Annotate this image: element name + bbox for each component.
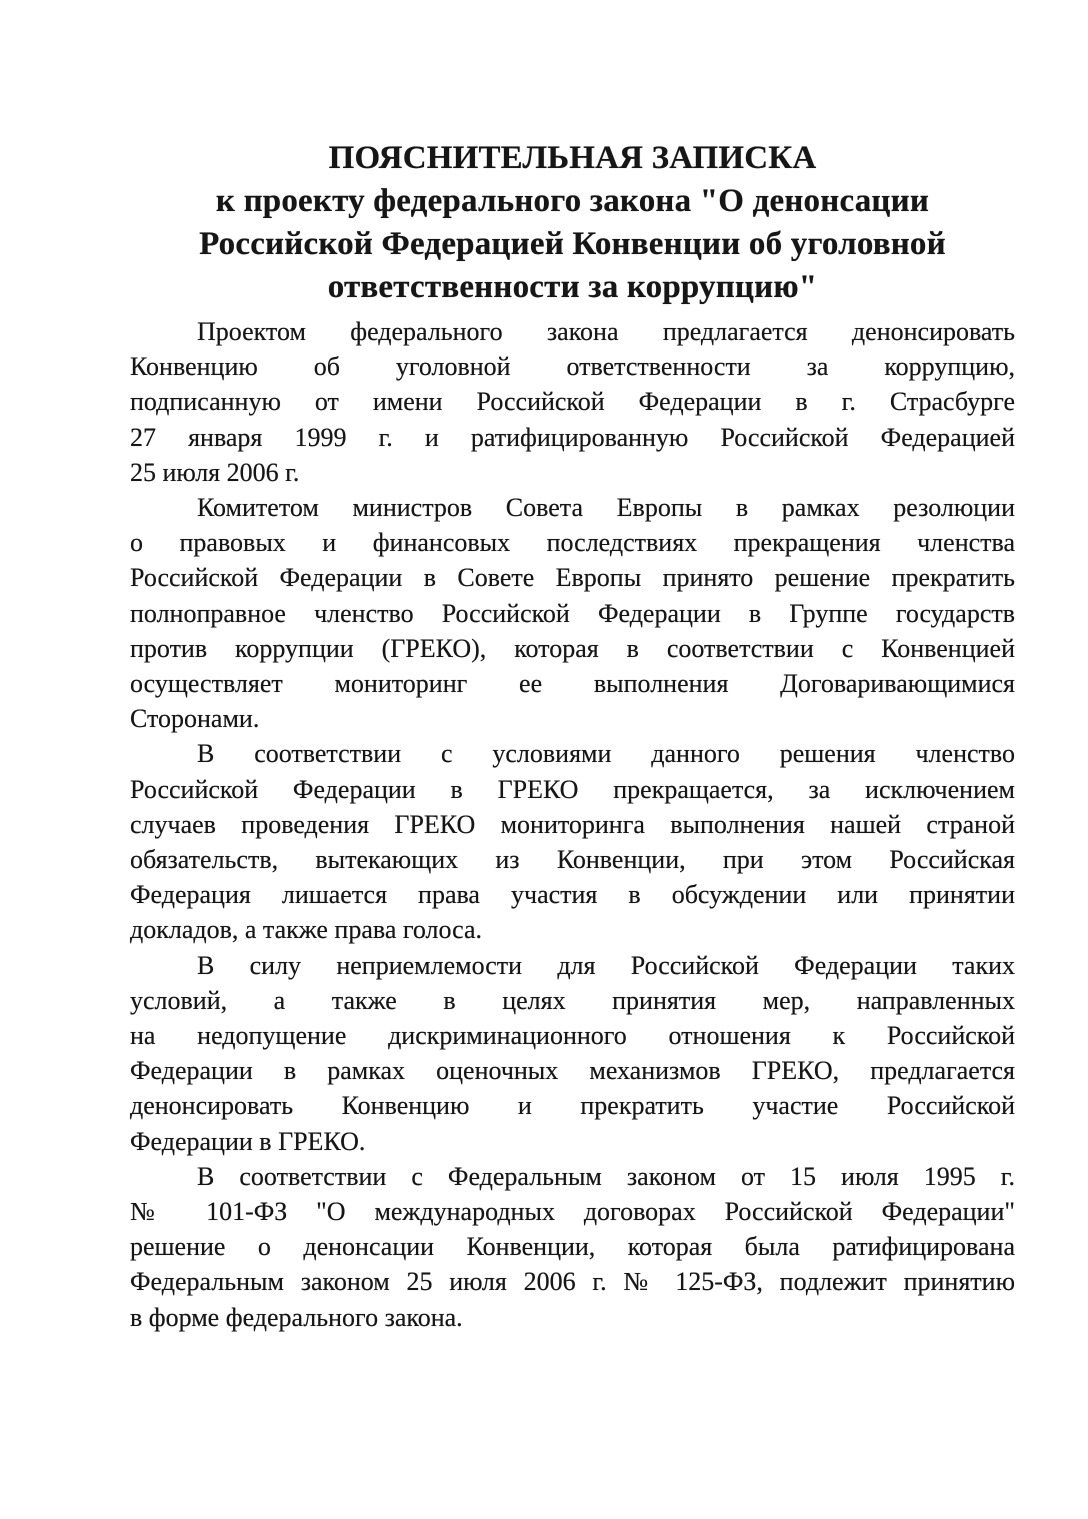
text-line: о правовых и финансовых последствиях прекращения членства: [130, 528, 1015, 558]
paragraph-3: [130, 736, 1015, 947]
text-line: Проектом федерального закона предлагается денонсировать: [197, 317, 1015, 346]
title-line-1: ПОЯСНИТЕЛЬНАЯ ЗАПИСКА: [328, 140, 817, 176]
paragraph-2: [130, 490, 1015, 736]
paragraph-1: [130, 314, 1015, 490]
document-title: [130, 137, 1015, 309]
text-line: 27 января 1999 г. и ратифицированную Российской Федерацией: [130, 422, 1015, 452]
text-line: подписанную от имени Российской Федерации в г. Страсбурге: [130, 387, 1015, 417]
text-line: Сторонами.: [130, 704, 260, 734]
text-line: Федерации в рамках оценочных механизмов ГРЕКО, предлагается: [130, 1056, 1015, 1086]
text-line: против коррупции (ГРЕКО), которая в соответствии с Конвенцией: [130, 633, 1015, 663]
text-line: условий, а также в целях принятия мер, направленных: [130, 985, 1015, 1015]
title-line-4: ответственности за коррупцию": [327, 269, 818, 305]
text-line: случаев проведения ГРЕКО мониторинга выполнения нашей страной: [130, 809, 1015, 839]
text-line: В соответствии с условиями данного решения членство: [197, 739, 1015, 769]
text-line: Комитетом министров Совета Европы в рамках резолюции: [197, 493, 1015, 523]
title-line-3: Российской Федерацией Конвенции об уголовной: [199, 226, 946, 262]
text-line: В соответствии с Федеральным законом от 15 июля 1995 г.: [197, 1161, 1015, 1191]
text-line: № 101-ФЗ "О международных договорах Российской Федерации": [130, 1197, 1015, 1227]
paragraph-5: [130, 1159, 1015, 1335]
text-line: обязательств, вытекающих из Конвенции, при этом Российская: [130, 845, 1015, 875]
document-body: [130, 314, 1015, 1335]
text-line: Федеральным законом 25 июля 2006 г. № 125-ФЗ, подлежит принятию: [130, 1267, 1015, 1297]
text-line: Федерации в ГРЕКО.: [130, 1126, 366, 1156]
text-line: осуществляет мониторинг ее выполнения Договаривающимися: [130, 669, 1015, 699]
text-line: Конвенцию об уголовной ответственности за коррупцию,: [130, 352, 1015, 382]
text-line: Российской Федерации в ГРЕКО прекращается, за исключением: [130, 774, 1015, 804]
title-line-2: к проекту федерального закона "О денонсации: [215, 183, 930, 219]
text-line: В силу неприемлемости для Российской Федерации таких: [197, 950, 1015, 980]
text-line: денонсировать Конвенцию и прекратить участие Российской: [130, 1091, 1015, 1121]
text-line: решение о денонсации Конвенции, которая была ратифицирована: [130, 1232, 1015, 1262]
text-line: докладов, а также права голоса.: [130, 915, 483, 945]
text-line: полноправное членство Российской Федерации в Группе государств: [130, 598, 1015, 628]
text-line: 25 июля 2006 г.: [130, 457, 300, 487]
paragraph-4: [130, 948, 1015, 1159]
text-line: на недопущение дискриминационного отношения к Российской: [130, 1021, 1015, 1051]
text-line: Российской Федерации в Совете Европы принято решение прекратить: [130, 563, 1015, 593]
text-line: Федерация лишается права участия в обсуждении или принятии: [130, 880, 1015, 910]
text-line: в форме федерального закона.: [130, 1302, 463, 1332]
